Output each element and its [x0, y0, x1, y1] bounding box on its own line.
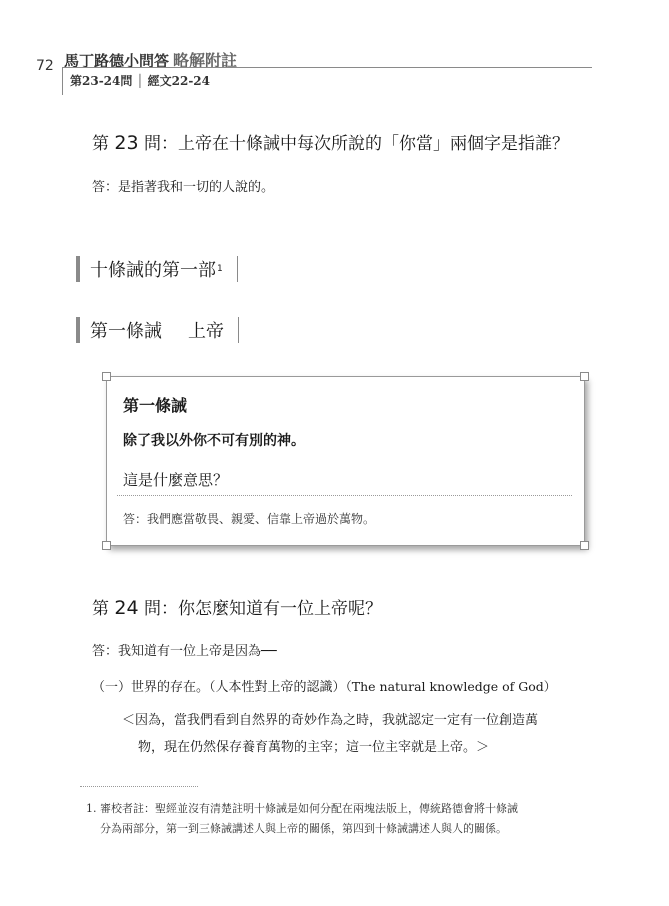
question-23-text: 問：上帝在十條誡中每次所說的「你當」兩個字是指誰？	[144, 134, 569, 154]
commandment-answer: 答：我們應當敬畏、親愛、信靠上帝過於萬物。	[123, 512, 376, 526]
page-number: 72	[36, 58, 54, 74]
header-rule	[62, 67, 592, 68]
footnote-line-2: 分為兩部分，第一到三條誡講述人與上帝的關係，第四到十條誡講述人與人的關係。	[100, 822, 507, 835]
heading-bar-right	[238, 317, 239, 343]
question-24-number: 24	[114, 597, 139, 619]
heading-first-commandment	[76, 317, 239, 343]
point-one-label: （一）世界的存在。（人本性對上帝的認識）	[92, 680, 346, 695]
box-corner	[102, 541, 111, 550]
question-23-prefix: 第	[92, 134, 109, 154]
box-divider	[117, 495, 572, 496]
box-corner	[580, 372, 589, 381]
answer-24: 答：我知道有一位上帝是因為──	[92, 644, 277, 659]
question-23-number: 23	[114, 132, 139, 154]
section-questions: 第23-24問	[70, 74, 133, 88]
book-subtitle: 略解附註	[173, 51, 238, 70]
footnote-marker[interactable]: 1	[217, 264, 223, 274]
book-title-main: 馬丁路德小問答	[64, 52, 170, 70]
heading-part-one	[76, 256, 238, 282]
point-one-english: （The natural knowledge of God）	[345, 679, 557, 694]
question-24-prefix: 第	[92, 599, 109, 619]
commandment-question: 這是什麼意思？	[123, 471, 229, 489]
point-one	[92, 676, 556, 695]
question-24-text: 問：你怎麼知道有一位上帝呢？	[144, 599, 382, 619]
footnote-rule	[80, 786, 198, 787]
heading-first-commandment-text: 第一條誡	[90, 321, 162, 342]
footnote-line-1: 1. 審校者註：聖經並沒有清楚註明十條誡是如何分配在兩塊法版上，傳統路德會將十條誡	[86, 802, 518, 815]
commandment-box	[106, 376, 585, 546]
box-corner	[102, 372, 111, 381]
heading-bar-left	[76, 256, 80, 282]
box-corner	[580, 541, 589, 550]
header-vertical-rule	[62, 67, 63, 95]
answer-23: 答：是指著我和一切的人說的。	[92, 180, 275, 195]
commandment-text: 除了我以外你不可有別的神。	[123, 433, 305, 449]
heading-bar-left	[76, 317, 80, 343]
explanation-line-1: ＜因為，當我們看到自然界的奇妙作為之時，我就認定一定有一位創造萬	[122, 713, 539, 728]
section-reference	[70, 72, 210, 89]
explanation-line-2: 物，現在仍然保存養育萬物的主宰；這一位主宰就是上帝。＞	[138, 740, 490, 755]
section-separator: │	[136, 74, 144, 88]
question-23	[92, 129, 569, 154]
heading-part-one-text: 十條誡的第一部	[90, 260, 216, 281]
question-24	[92, 594, 382, 619]
heading-first-commandment-subject: 上帝	[188, 321, 224, 342]
section-verses: 經文22-24	[147, 74, 211, 88]
heading-bar-right	[237, 256, 238, 282]
commandment-title: 第一條誡	[123, 396, 188, 415]
